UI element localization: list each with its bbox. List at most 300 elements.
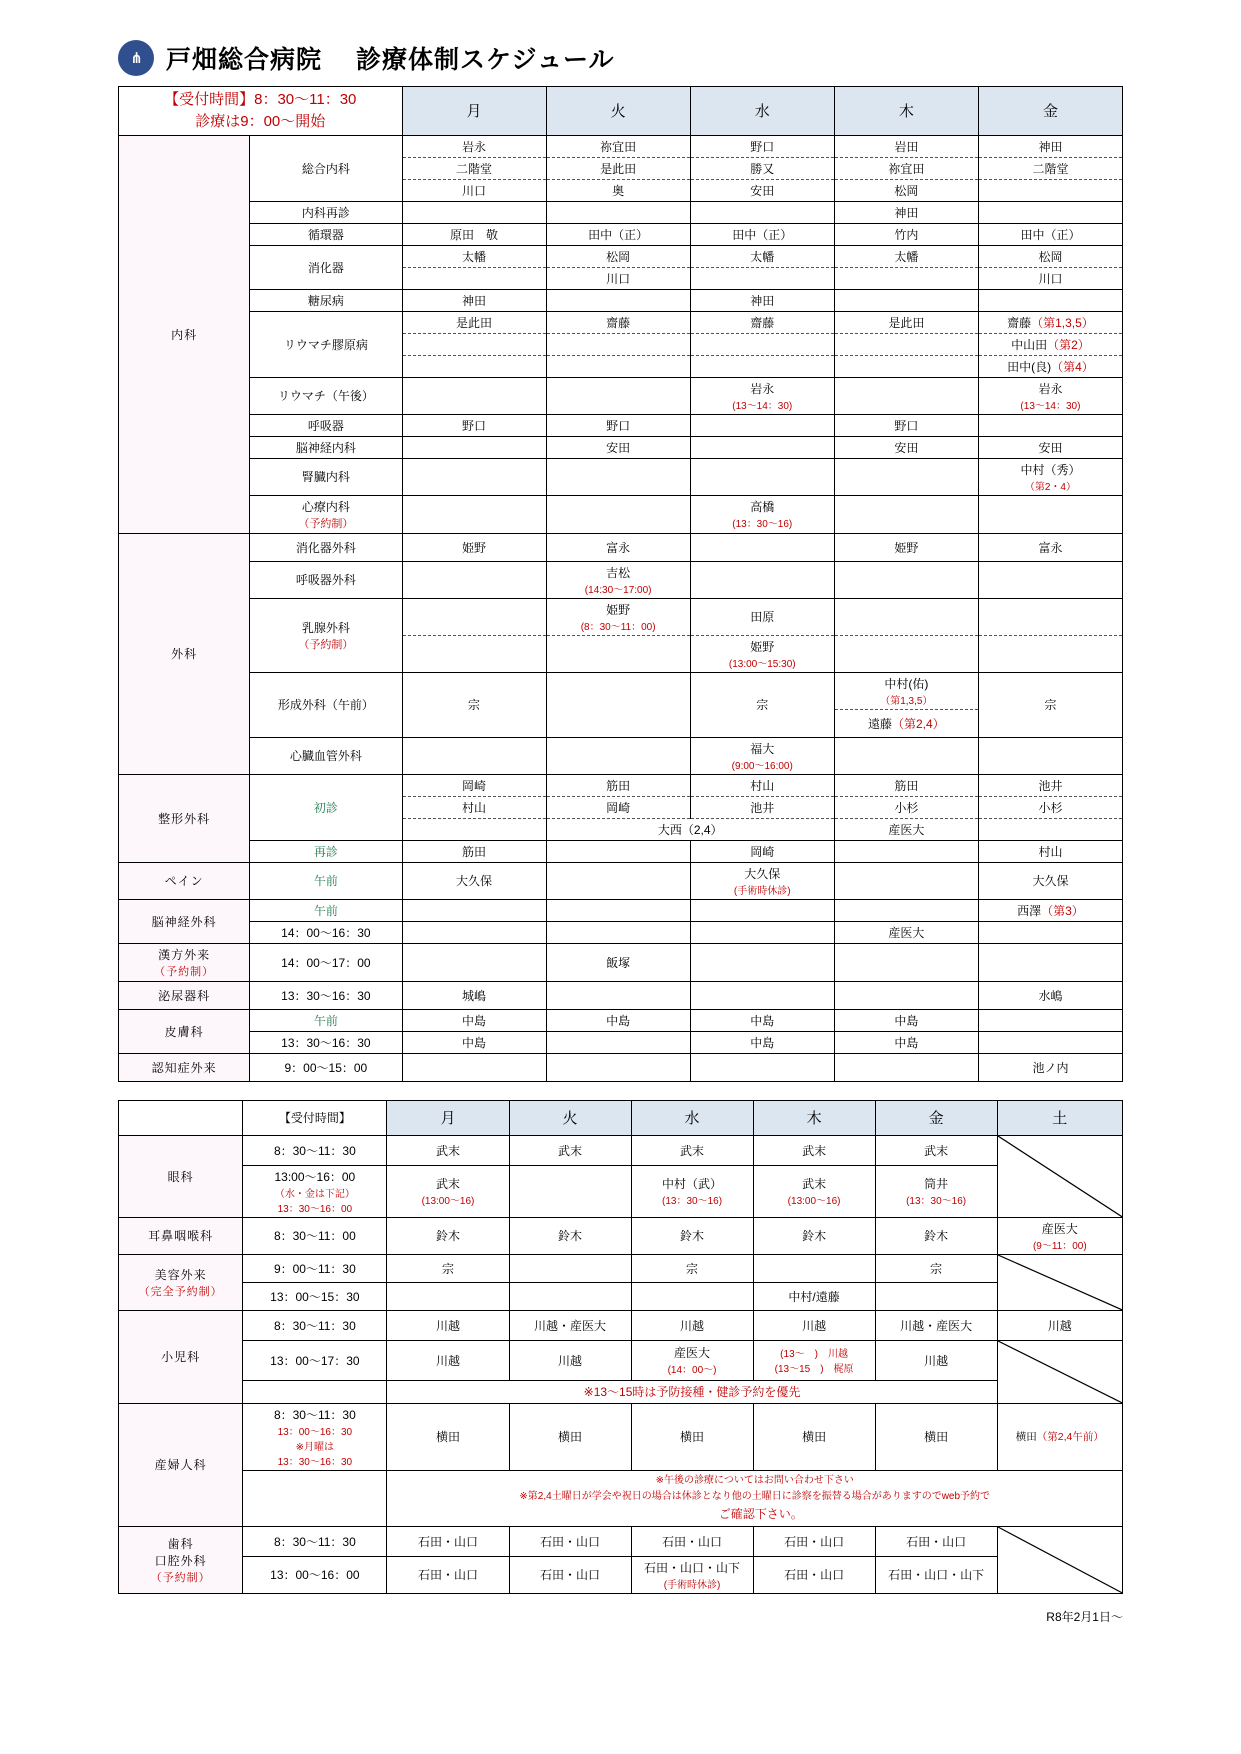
cell (834, 377, 978, 414)
time-sanfujinka (243, 1403, 387, 1470)
cell-doctor-time (690, 862, 834, 899)
subdept-noshinkei-naika: 脳神経内科 (250, 436, 402, 458)
cell: 祢宜田 (834, 157, 978, 179)
cell (978, 818, 1122, 840)
table-row (119, 458, 1123, 495)
table-row (119, 135, 1123, 157)
cell: 勝又 (690, 157, 834, 179)
cell (546, 377, 690, 414)
dept-ganka: 眼科 (119, 1135, 243, 1217)
time-shika-am: 8：30～11：30 (243, 1526, 387, 1556)
cell (753, 1254, 875, 1282)
cell: 宗 (690, 672, 834, 737)
cell: 神田 (978, 135, 1122, 157)
table-row (119, 223, 1123, 245)
cell: 宗 (387, 1254, 509, 1282)
cell: 横田 (387, 1403, 509, 1470)
table-row (119, 1526, 1123, 1556)
time-jibi: 8：30～11：00 (243, 1217, 387, 1254)
cell (509, 1165, 631, 1217)
cell (875, 1282, 997, 1310)
reception-header: 【受付時間】 (243, 1100, 387, 1135)
cell: 原田 敬 (402, 223, 546, 245)
cell (978, 289, 1122, 311)
cell: 川越 (753, 1310, 875, 1340)
cell: 大久保 (978, 862, 1122, 899)
dept-text: 歯科 口腔外科 （予約制） (150, 1536, 211, 1584)
day-header-thu: 木 (834, 87, 978, 136)
day-header-wed: 水 (690, 87, 834, 136)
subdept-time-hinyokika: 13：30～16：30 (250, 981, 402, 1009)
cell: 鈴木 (509, 1217, 631, 1254)
subdept-nyusen-geka (250, 598, 402, 672)
cell (402, 495, 546, 533)
note-text: ※午後の診療についてはお問い合わせ下さい ※第2,4土曜日が学会や祝日の場合は休診となり他の土曜日に診察を振替る場合がありますのでweb予約で ご確認下さい。 (519, 1474, 991, 1521)
table-row (119, 1310, 1123, 1340)
cell (402, 333, 546, 355)
table-row (119, 1254, 1123, 1282)
day-header-mon: 月 (402, 87, 546, 136)
cell: 野口 (690, 135, 834, 157)
time-text: 13:00～16：00 （水・金は下記） 13：30～16：00 (274, 1169, 356, 1215)
cell: 二階堂 (402, 157, 546, 179)
cell-doctor-time (690, 377, 834, 414)
cell: 村山 (402, 796, 546, 818)
time-text: 8：30～11：30 13：00～16：30 ※月曜は 13：30～16：30 (273, 1407, 356, 1468)
subdept-rheumatic-pm: リウマチ（午後） (250, 377, 402, 414)
subdept-text: 乳腺外科 （予約制） (298, 620, 354, 651)
table-row (119, 774, 1123, 796)
cell-text: 中村（秀） （第2・4） (1020, 462, 1081, 493)
closed-cell-sat-ganka (997, 1135, 1122, 1217)
day2-header-fri: 金 (875, 1100, 997, 1135)
closed-cell-sat-biyo (997, 1254, 1122, 1310)
cell-doctor-time (753, 1340, 875, 1380)
table-row (119, 1031, 1123, 1053)
cell-doctor-time (753, 1165, 875, 1217)
cell: 田中（正） (978, 223, 1122, 245)
cell (546, 289, 690, 311)
cell: 太幡 (690, 245, 834, 267)
subdept-gozen-hifuka: 午前 (250, 1009, 402, 1031)
cell: 田中(良)（第4） (978, 355, 1122, 377)
cell: 富永 (978, 533, 1122, 561)
cell (978, 201, 1122, 223)
cell (402, 899, 546, 921)
cell (690, 333, 834, 355)
table-row (119, 1053, 1123, 1081)
time-shika-pm: 13：00～16：00 (243, 1556, 387, 1593)
subdept-keisei-geka: 形成外科（午前） (250, 672, 402, 737)
subdept-sogo-naika: 総合内科 (250, 135, 402, 201)
cell-text: 産医大 (9～11：00) (1032, 1221, 1087, 1252)
table-row (119, 1380, 1123, 1403)
cell (509, 1254, 631, 1282)
cell-text: 産医大 (14：00～) (667, 1346, 717, 1376)
cell (978, 1009, 1122, 1031)
cell-doctor-time (631, 1340, 753, 1380)
cell (402, 635, 546, 672)
cell: 宗 (875, 1254, 997, 1282)
cell: 武末 (875, 1135, 997, 1165)
closed-cell-sat-shonika (997, 1340, 1122, 1403)
table-row (119, 672, 1123, 709)
cell: 川越 (509, 1340, 631, 1380)
subdept-kokyuki: 呼吸器 (250, 414, 402, 436)
cell (546, 862, 690, 899)
cell-doctor-time (834, 672, 978, 709)
subdept-jinzo-naika: 腎臓内科 (250, 458, 402, 495)
cell: 奥 (546, 179, 690, 201)
cell: 神田 (402, 289, 546, 311)
cell-doctor-time (978, 458, 1122, 495)
cell (402, 201, 546, 223)
dept-shika (119, 1526, 243, 1593)
dept-biyo (119, 1254, 243, 1310)
cell-text: 武末 (13:00～16) (421, 1177, 475, 1207)
cell: 中島 (690, 1031, 834, 1053)
cell: 安田 (546, 436, 690, 458)
cell: 鈴木 (875, 1217, 997, 1254)
cell (834, 943, 978, 981)
time-ganka-am: 8：30～11：30 (243, 1135, 387, 1165)
cell: 川越 (631, 1310, 753, 1340)
cell: 鈴木 (387, 1217, 509, 1254)
cell (546, 495, 690, 533)
cell: 岩田 (834, 135, 978, 157)
dept-noshinkei-geka: 脳神経外科 (119, 899, 250, 943)
cell (834, 635, 978, 672)
cell-doctor-time (690, 495, 834, 533)
cell: 是此田 (546, 157, 690, 179)
cell (546, 899, 690, 921)
cell: 川越 (387, 1340, 509, 1380)
cell: 二階堂 (978, 157, 1122, 179)
cell: 村山 (978, 840, 1122, 862)
cell: 武末 (753, 1135, 875, 1165)
table-row (119, 414, 1123, 436)
cell: 野口 (546, 414, 690, 436)
cell: 是此田 (834, 311, 978, 333)
table-row (119, 840, 1123, 862)
cell: 祢宜田 (546, 135, 690, 157)
day2-header-sat: 土 (997, 1100, 1122, 1135)
cell: 遠藤（第2,4） (834, 709, 978, 737)
dept-kampo (119, 943, 250, 981)
cell: 筋田 (402, 840, 546, 862)
cell: 城嶋 (402, 981, 546, 1009)
table-row (119, 1470, 1123, 1526)
dept-shonika: 小児科 (119, 1310, 243, 1403)
cell (402, 1053, 546, 1081)
empty-corner (119, 1100, 243, 1135)
cell: 中島 (690, 1009, 834, 1031)
time-sanfujinka-blank (243, 1470, 387, 1526)
cell: 村山 (690, 774, 834, 796)
shonika-note (387, 1380, 997, 1403)
subdept-tonyobyo: 糖尿病 (250, 289, 402, 311)
day2-header-mon: 月 (387, 1100, 509, 1135)
table-row (119, 1403, 1123, 1470)
cell (509, 1282, 631, 1310)
closed-cell-sat-shika (997, 1526, 1122, 1593)
cell-multi: 西澤（第3） (978, 899, 1122, 921)
cell (978, 598, 1122, 635)
cell (834, 355, 978, 377)
cell: 池井 (690, 796, 834, 818)
cell: 齋藤 (690, 311, 834, 333)
cell: 産医大 (834, 818, 978, 840)
sanfujinka-note (387, 1470, 1123, 1526)
table-row (119, 737, 1123, 774)
dept-geka: 外科 (119, 533, 250, 774)
cell: 石田・山口 (509, 1526, 631, 1556)
cell: 神田 (834, 201, 978, 223)
cell-text: 姫野 (8：30～11：00) (580, 602, 656, 633)
table-row (119, 899, 1123, 921)
subdept-time-hifuka: 13：30～16：30 (250, 1031, 402, 1053)
cell: 中島 (402, 1031, 546, 1053)
subdept-time-ninchisho: 9：00～15：00 (250, 1053, 402, 1081)
cell: 中島 (546, 1009, 690, 1031)
cell-multi: 齋藤（第1,3,5） (978, 311, 1122, 333)
cell-text: 岩永 (13～14：30) (1020, 381, 1081, 412)
time-shonika-pm: 13：00～17：30 (243, 1340, 387, 1380)
cell (631, 1282, 753, 1310)
cell (978, 1031, 1122, 1053)
day-header-fri: 金 (978, 87, 1122, 136)
table-row (119, 981, 1123, 1009)
table-row (119, 1556, 1123, 1593)
table2-header-row (119, 1100, 1123, 1135)
cell (834, 981, 978, 1009)
cell: 鈴木 (631, 1217, 753, 1254)
table-row (119, 598, 1123, 635)
cell (546, 737, 690, 774)
cell: 松岡 (546, 245, 690, 267)
cell (690, 414, 834, 436)
table-row (119, 921, 1123, 943)
table-row (119, 1217, 1123, 1254)
table-row (119, 862, 1123, 899)
cell (402, 598, 546, 635)
cell (690, 436, 834, 458)
cell: 神田 (690, 289, 834, 311)
table1-header-row (119, 87, 1123, 136)
cell: 宗 (402, 672, 546, 737)
reception-time-cell (119, 87, 403, 136)
cell (402, 818, 546, 840)
subdept-gozen-noshinkei: 午前 (250, 899, 402, 921)
cell: 中島 (834, 1031, 978, 1053)
page-header (0, 0, 1241, 86)
cell (546, 458, 690, 495)
cell (834, 561, 978, 598)
cell (690, 458, 834, 495)
time-ganka-pm (243, 1165, 387, 1217)
dept-naika: 内科 (119, 135, 250, 533)
cell (402, 458, 546, 495)
cell (834, 267, 978, 289)
cell: 石田・山口 (387, 1556, 509, 1593)
cell: 横田 (753, 1403, 875, 1470)
cell: 姫野 (834, 533, 978, 561)
dept-sanfujinka: 産婦人科 (119, 1403, 243, 1526)
cell: 石田・山口 (875, 1526, 997, 1556)
subdept-junkanki: 循環器 (250, 223, 402, 245)
cell: 武末 (387, 1135, 509, 1165)
cell (834, 862, 978, 899)
cell: 武末 (509, 1135, 631, 1165)
cell-text: 高橋 (13：30～16) (732, 500, 793, 530)
subdept-shinryo-naika (250, 495, 402, 533)
cell: 川越 (875, 1340, 997, 1380)
cell (834, 495, 978, 533)
cell: 石田・山口 (387, 1526, 509, 1556)
cell: 岡崎 (690, 840, 834, 862)
cell: 太幡 (402, 245, 546, 267)
cell: 野口 (402, 414, 546, 436)
cell (978, 561, 1122, 598)
cell (546, 921, 690, 943)
table-row (119, 533, 1123, 561)
table-row (119, 1165, 1123, 1217)
cell (690, 899, 834, 921)
cell-text: 中村（武） (13：30～16) (662, 1177, 723, 1207)
cell: 宗 (631, 1254, 753, 1282)
cell: 松岡 (834, 179, 978, 201)
cell: 田中（正） (546, 223, 690, 245)
revision-date: R8年2月1日～ (1046, 1609, 1123, 1624)
cell-doctor-time (631, 1556, 753, 1593)
cell (546, 1053, 690, 1081)
cell-doctor-time (690, 635, 834, 672)
cell: 中島 (402, 1009, 546, 1031)
cell-doctor-time (978, 377, 1122, 414)
cell: 石田・山口 (753, 1526, 875, 1556)
cell (402, 267, 546, 289)
cell (546, 1031, 690, 1053)
cell (546, 355, 690, 377)
time-shonika-am: 8：30～11：30 (243, 1310, 387, 1340)
day2-header-wed: 水 (631, 1100, 753, 1135)
cell: 岩永 (402, 135, 546, 157)
cell: 横田 (631, 1403, 753, 1470)
subdept-shokaki: 消化器 (250, 245, 402, 289)
cell (690, 355, 834, 377)
cell (546, 672, 690, 737)
cell-doctor-time (546, 598, 690, 635)
dept-text: 美容外来 （完全予約制） (138, 1267, 223, 1298)
cell: 川越 (387, 1310, 509, 1340)
reception-time-label: 【受付時間】8：30～11：30 (164, 91, 357, 108)
cell: 石田・山口 (753, 1556, 875, 1593)
cell: 安田 (834, 436, 978, 458)
cell (834, 737, 978, 774)
cell: 石田・山口・山下 (875, 1556, 997, 1593)
cell-doctor-time (387, 1165, 509, 1217)
cell: 中村/遠藤 (753, 1282, 875, 1310)
cell: 安田 (978, 436, 1122, 458)
cell: 横田 (875, 1403, 997, 1470)
cell: 横田 (509, 1403, 631, 1470)
cell: 川越・産医大 (509, 1310, 631, 1340)
cell: 宗 (978, 672, 1122, 737)
time-biyo-pm: 13：00～15：30 (243, 1282, 387, 1310)
reception-start-note: 診療は9：00～開始 (195, 112, 326, 130)
subdept-rheumatic: リウマチ膠原病 (250, 311, 402, 377)
subdept-shokaki-geka: 消化器外科 (250, 533, 402, 561)
cell-doctor-time (875, 1165, 997, 1217)
subdept-kokyuki-geka: 呼吸器外科 (250, 561, 402, 598)
cell (690, 267, 834, 289)
cell: 田原 (690, 598, 834, 635)
hospital-logo-icon: ⋔ (118, 40, 154, 76)
cell: 中山田（第2） (978, 333, 1122, 355)
cell: 岡崎 (546, 796, 690, 818)
cell (546, 635, 690, 672)
cell: 岡崎 (402, 774, 546, 796)
cell: 石田・山口 (509, 1556, 631, 1593)
cell: 大久保 (402, 862, 546, 899)
cell-text: 石田・山口・山下 (手術時休診) (644, 1560, 741, 1591)
table-row (119, 943, 1123, 981)
cell: 是此田 (402, 311, 546, 333)
cell: 小杉 (834, 796, 978, 818)
cell-doctor-time (546, 561, 690, 598)
cell (978, 921, 1122, 943)
cell-text: 筒井 (13：30～16) (906, 1177, 967, 1207)
cell: 飯塚 (546, 943, 690, 981)
cell: 水嶋 (978, 981, 1122, 1009)
cell (402, 561, 546, 598)
subdept-shinzo-kekkan-geka: 心臓血管外科 (250, 737, 402, 774)
cell (834, 840, 978, 862)
cell (834, 333, 978, 355)
cell (978, 414, 1122, 436)
dept-hifuka: 皮膚科 (119, 1009, 250, 1053)
table-row (119, 245, 1123, 267)
cell: 筋田 (546, 774, 690, 796)
day2-header-thu: 木 (753, 1100, 875, 1135)
cell-text: 中村(佑) （第1,3,5） (880, 676, 933, 707)
cell (402, 737, 546, 774)
day-header-tue: 火 (546, 87, 690, 136)
subdept-text: 心療内科 （予約制） (298, 499, 354, 530)
cell: 石田・山口 (631, 1526, 753, 1556)
hospital-name: 戸畑総合病院 (166, 46, 323, 74)
cell: 池ノ内 (978, 1053, 1122, 1081)
cell-text: 吉松 (14:30～17:00) (584, 565, 652, 596)
table-row (119, 436, 1123, 458)
cell: 池井 (978, 774, 1122, 796)
cell (690, 921, 834, 943)
table-row (119, 377, 1123, 414)
cell: 姫野 (402, 533, 546, 561)
cell: 筋田 (834, 774, 978, 796)
cell: 横田（第2,4午前） (997, 1403, 1122, 1470)
cell (690, 201, 834, 223)
cell (402, 436, 546, 458)
cell: 太幡 (834, 245, 978, 267)
cell: 川越 (997, 1310, 1122, 1340)
cell (402, 921, 546, 943)
cell (690, 943, 834, 981)
cell (834, 899, 978, 921)
cell (978, 737, 1122, 774)
subdept-saishin: 再診 (250, 840, 402, 862)
cell-text: 大久保 (手術時休診) (733, 866, 791, 897)
